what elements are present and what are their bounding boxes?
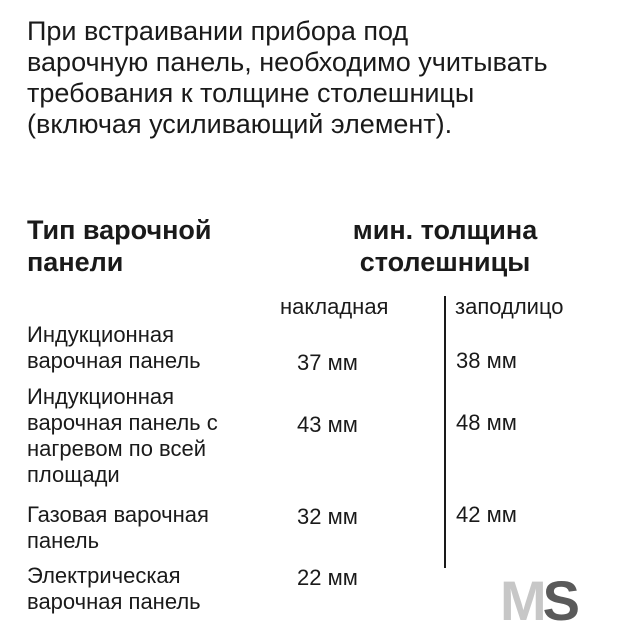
subheader-flush: заподлицо <box>455 294 564 319</box>
row-name-line: Газовая варочная <box>27 502 209 527</box>
intro-line-2: варочную панель, необходимо учитывать <box>27 47 548 77</box>
row-name-induction <box>27 322 201 374</box>
value-flush-gas: 42 мм <box>456 502 517 527</box>
watermark-letter-m: M <box>500 569 543 632</box>
watermark-letter-s: S <box>542 569 577 632</box>
row-name-line: Электрическая <box>27 563 181 588</box>
header-min-line-1: мин. толщина <box>352 215 538 245</box>
row-name-line: варочная панель <box>27 348 201 373</box>
row-name-induction-full-area <box>27 384 218 488</box>
watermark-logo <box>500 569 577 632</box>
value-overlay-gas: 32 мм <box>297 504 358 529</box>
intro-line-3: требования к толщине столешницы <box>27 78 475 108</box>
crop-cover <box>446 566 500 580</box>
row-name-gas <box>27 502 209 554</box>
value-overlay-induction-full-area: 43 мм <box>297 412 358 437</box>
value-overlay-electric: 22 мм <box>297 565 358 590</box>
value-flush-induction-full-area: 48 мм <box>456 410 517 435</box>
row-name-line: нагревом по всей <box>27 436 207 461</box>
row-name-line: площади <box>27 462 120 487</box>
value-overlay-induction: 37 мм <box>297 350 358 375</box>
intro-line-1: При встраивании прибора под <box>27 16 409 46</box>
row-name-line: варочная панель <box>27 589 201 614</box>
header-type-line-1: Тип варочной <box>27 215 212 245</box>
row-name-line: панель <box>27 528 100 553</box>
subheader-overlay: накладная <box>280 294 389 319</box>
row-name-electric <box>27 563 201 615</box>
header-min-line-2: столешницы <box>359 247 531 277</box>
intro-line-4: (включая усиливающий элемент). <box>27 109 453 139</box>
column-divider <box>444 296 446 568</box>
header-type-line-2: панели <box>27 247 124 277</box>
row-name-line: варочная панель с <box>27 410 218 435</box>
row-name-line: Индукционная <box>27 384 174 409</box>
intro-paragraph <box>27 16 627 140</box>
column-header-type <box>27 214 212 278</box>
value-flush-induction: 38 мм <box>456 348 517 373</box>
row-name-line: Индукционная <box>27 322 174 347</box>
column-header-min-thickness <box>300 214 590 278</box>
